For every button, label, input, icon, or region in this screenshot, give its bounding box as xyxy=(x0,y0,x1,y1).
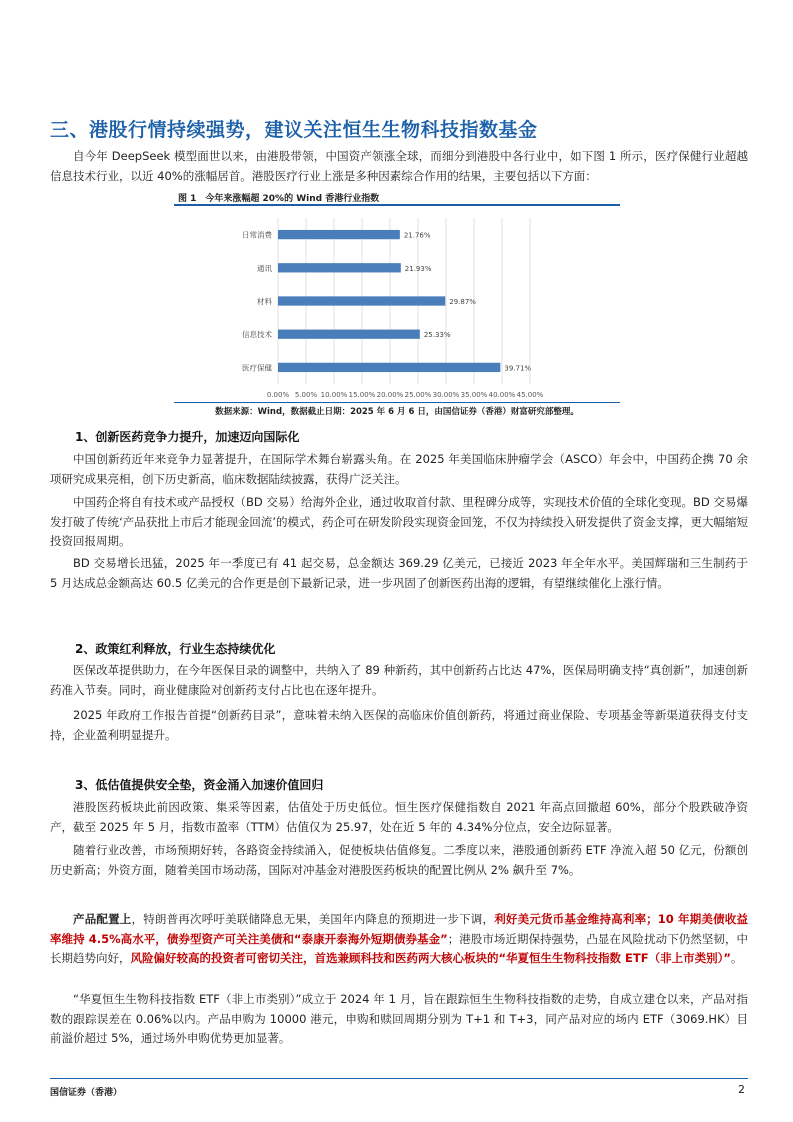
s2-paragraph-2: 2025 年政府工作报告首提“创新药目录”，意味着未纳入医保的高临床价值创新药，将通过商业保险、专项基金等新渠道获得支付支持，企业盈利明显提升。 xyxy=(50,708,748,742)
figure-title: 图 1 今年来涨幅超 20%的 Wind 香港行业指数 xyxy=(174,186,620,206)
x-tick-label: 25.00% xyxy=(404,391,432,399)
data-label: 29.87% xyxy=(449,298,476,306)
config-highlight-1: 利好美元货币基金维持高利率；10 年期美债收益率维持 4.5%高水平，债券型资产可关注美债和“泰康开泰海外短期债券基金” xyxy=(50,912,748,946)
section-heading: 三、港股行情持续强势，建议关注恒生生物科技指数基金 xyxy=(50,119,538,141)
s1-paragraph-2: 中国药企将自有技术或产品授权（BD 交易）给海外企业，通过收取首付款、里程碑分成等，实现技术价值的全球化变现。BD 交易爆发打破了传统‘产品获批上市后才能现金回流’的模式，药企可在研发阶段实现资金回笼，不仅为持续投入研发提供了资金支撑，更大幅缩短投资回报周期。 xyxy=(50,495,748,548)
x-tick-label: 0.00% xyxy=(266,391,290,399)
x-tick-label: 30.00% xyxy=(432,391,460,399)
subsection-title-1: 1、创新医药竞争力提升，加速迈向国际化 xyxy=(75,430,300,444)
category-label: 信息技术 xyxy=(242,330,272,340)
x-tick-label: 40.00% xyxy=(488,391,516,399)
page-number: 2 xyxy=(738,1083,745,1096)
x-tick-label: 15.00% xyxy=(348,391,376,399)
figure-1 xyxy=(174,186,620,412)
category-label: 日常消费 xyxy=(242,230,272,240)
figure-source: 数据来源：Wind，数据截止日期：2025 年 6 月 6 日，由国信证券（香港）财富研究部整理。 xyxy=(174,402,620,417)
data-label: 21.76% xyxy=(403,231,431,240)
x-tick-label: 45.00% xyxy=(516,391,544,399)
config-text-2: ；港股市场近期保持强势，凸显在风险扰动下仍然坚韧，中长期趋势向好， xyxy=(50,931,749,965)
footer-divider xyxy=(50,1078,748,1079)
data-label: 21.93% xyxy=(404,264,432,273)
s3-paragraph-2: 随着行业改善，市场预期好转，各路资金持续涌入，促使板块估值修复。二季度以来，港股通创新药 ETF 净流入超 50 亿元，份额创历史新高；外资方面，随着美国市场动荡，国际对冲基金对港股医药板块的配置比例从 2% 飙升至 7%。 xyxy=(50,843,748,877)
s2-paragraph-1: 医保改革提供助力，在今年医保目录的调整中，共纳入了 89 种新药，其中创新药占比达 47%，医保局明确支持“真创新”，加速创新药准入节奏。同时，商业健康险对创新药支付占比也在逐年提升。 xyxy=(50,663,748,697)
x-tick-label: 10.00% xyxy=(320,391,348,399)
config-lead: 产品配置上 xyxy=(73,912,132,926)
category-label: 通讯 xyxy=(257,263,272,273)
bar xyxy=(278,330,420,339)
x-tick-label: 20.00% xyxy=(376,391,404,399)
x-tick-label: 5.00% xyxy=(294,391,318,399)
category-label: 材料 xyxy=(257,297,272,306)
bar xyxy=(278,263,401,272)
x-tick-label: 35.00% xyxy=(460,391,488,399)
bar xyxy=(278,230,400,239)
subsection-title-2: 2、政策红利释放，行业生态持续优化 xyxy=(75,642,276,656)
config-paragraph xyxy=(50,910,748,969)
bar xyxy=(278,363,500,372)
data-label: 39.71% xyxy=(504,364,532,373)
s1-paragraph-3: BD 交易增长迅猛，2025 年一季度已有 41 起交易，总金额达 369.29 亿美元，已接近 2023 年全年水平。美国辉瑞和三生制药于 5 月达成总金额高达 60.5 亿美元的合作更是创下最新记录，进一步巩固了创新医药出海的逻辑，有望继续催化上涨行情。 xyxy=(50,556,748,590)
intro-paragraph: 自今年 DeepSeek 模型面世以来，由港股带领，中国资产领涨全球，而细分到港股中各行业中，如下图 1 所示，医疗保健行业超越信息技术行业，以近 40%的涨幅居首。港股医疗行业上涨是多种因素综合作用的结果，主要包括以下方面： xyxy=(50,149,748,183)
data-label: 25.33% xyxy=(423,331,451,340)
subsection-title-3: 3、低估值提供安全垫，资金涌入加速价值回归 xyxy=(75,778,324,792)
category-label: 医疗保健 xyxy=(242,363,272,373)
config-text-1: ，特朗普再次呼吁美联储降息无果，美国年内降息的预期进一步下调， xyxy=(131,912,495,926)
footer-company: 国信证券（香港） xyxy=(50,1088,123,1098)
bar xyxy=(278,296,445,305)
s3-paragraph-1: 港股医药板块此前因政策、集采等因素，估值处于历史低位。恒生医疗保健指数自 2021 年高点回撤超 60%，部分个股跌破净资产，截至 2025 年 5 月，指数市盈率（TTM）估值仅为 25.97，处在近 5 年的 4.34%分位点，安全边际显著。 xyxy=(50,800,748,834)
product-paragraph: “华夏恒生生物科技指数 ETF（非上市类别）”成立于 2024 年 1 月，旨在跟踪恒生生物科技指数的走势，自成立建仓以来，产品对指数的跟踪误差在 0.06%以内。产品申购为 10000 港元，申购和赎回周期分别为 T+1 和 T+3，同产品对应的场内 ETF（3069.HK）目前溢价超过 5%，通过场外申购优势更加显著。 xyxy=(50,992,748,1045)
config-highlight-2: 风险偏好较高的投资者可密切关注，首选兼顾科技和医药两大核心板块的“华夏恒生生物科技指数 ETF（非上市类别）” xyxy=(130,951,731,965)
bar-chart xyxy=(174,206,620,402)
s1-paragraph-1: 中国创新药近年来竞争力显著提升，在国际学术舞台崭露头角。在 2025 年美国临床肿瘤学会（ASCO）年会中，中国药企携 70 余项研究成果亮相，创下历史新高，临床数据陆续披露，获得广泛关注。 xyxy=(50,452,748,486)
config-text-3: 。 xyxy=(730,951,743,965)
